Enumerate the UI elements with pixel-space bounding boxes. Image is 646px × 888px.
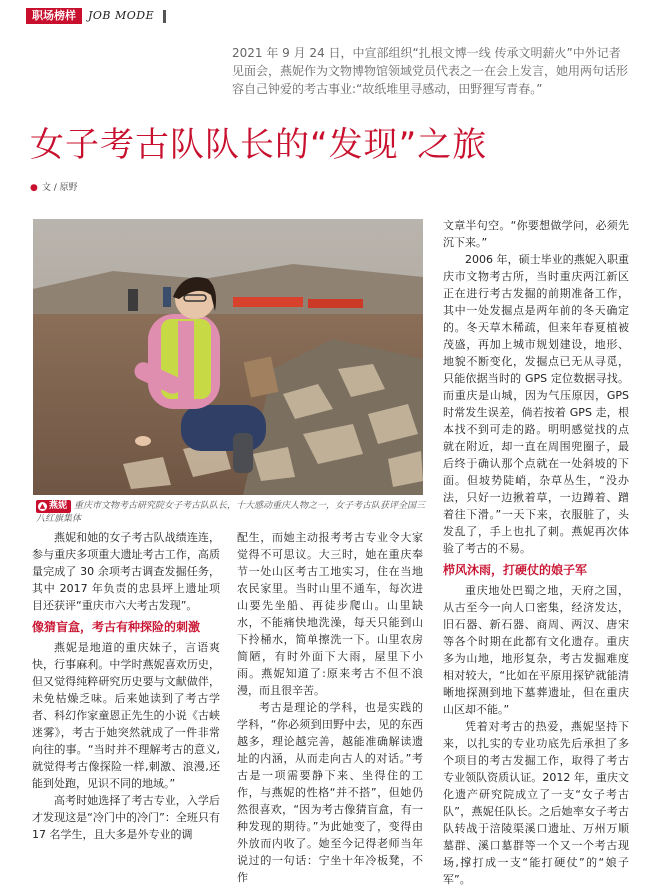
article-title: 女子考古队队长的“发现”之旅 (30, 125, 488, 165)
paragraph: 配生，而她主动报考考古专业令大家觉得不可思议。大三时，她在重庆奉节一处山区考古工地实习，住在当地农民家里。当时山里不通车，每次进山要先坐船、再徒步爬山。山里缺水，不能痛快地洗澡，每天只能到山下拎桶水，简单擦洗一下。山里农房简陋，有时外面下大雨，屋里下小雨。燕妮知道了:原来考古不但不浪漫，而且很辛苦。 (237, 531, 423, 697)
text-column-2 (237, 529, 423, 886)
byline-dot-icon: ● (30, 183, 38, 193)
text-column-1 (32, 529, 220, 843)
arrow-up-icon: ▲ (39, 502, 46, 510)
paragraph: 燕妮和她的女子考古队战绩连连，参与重庆多项重大遗址考古工作，高质量完成了 30 余项考古调查发掘任务，其中 2017 年负责的忠县坪上遗址项目还获评“重庆市六大考古发现”。 (32, 531, 220, 612)
caption-badge (36, 500, 71, 513)
header-divider (163, 10, 166, 23)
paragraph: 重庆地处巴蜀之地，天府之国，从古至今一向人口密集，经济发达，旧石器、新石器、商周、两汉、唐宋等各个时期在此都有文化遗存。重庆多为山地，地形复杂，考古发掘难度相对较大，“比如在平原用探铲就能清晰地探测到地下墓葬遗址，但在重庆山区却不能。” (443, 584, 629, 716)
section-heading: 像猜盲盒，考古有种探险的刺激 (32, 620, 201, 634)
paragraph: 凭着对考古的热爱，燕妮坚持下来，以扎实的专业功底先后承担了多个项目的考古发掘工作，取得了考古专业领队资质认证。2012 年，重庆文化遗产研究院成立了一支“女子考古队”，燕妮任队长。之后她率女子考古队转战于涪陵渠溪口遗址、万州万顺墓群、溪口墓群等一个又一个考古现场,撑打成一支“能打硬仗”的“娘子军”。 (443, 720, 629, 886)
paragraph: 文章半句空。“你要想做学问，必须先沉下来。” (443, 219, 629, 249)
photo-caption (36, 500, 428, 526)
byline-author: 文 / 原野 (41, 183, 78, 193)
paragraph: 燕妮是地道的重庆妹子，言语爽快，行事麻利。中学时燕妮喜欢历史，但又觉得纯粹研究历史要与文献做伴，未免枯燥乏味。后来她读到了考古学者、科幻作家童恩正先生的小说《古峡迷雾》，考古于她突然就成了一件非常向往的事。“当时并不理解考古的意义,就觉得考古像探险一样,刺激、浪漫,还能到处跑，见识不同的地域。” (32, 641, 220, 790)
section-title-en: JOB MODE (88, 9, 155, 22)
section-tag: 职场榜样 (26, 8, 82, 24)
caption-badge-label: 燕妮 (49, 501, 68, 511)
section-header (26, 8, 626, 24)
paragraph: 2006 年，硕士毕业的燕妮入职重庆市文物考古所，当时重庆两江新区正在进行考古发掘的前期准备工作，其中一处发掘点是两年前的冬天确定的。冬天草木稀疏，但来年春夏植被茂盛，再加上城市规划建设，地形、地貌不断变化，发掘点已无从寻觅，只能依据当时的 GPS 定位数据寻找。而重庆是山城，因为气压原因，GPS 时常发生误差，倘若按着 GPS 走，根本找不到可走的路。明明感觉找的点就在附近，却一直在周围兜圈子，最后终于确认那个点就在一处斜坡的下面。但坡势陡峭，杂草丛生，“没办法，只好一边揪着草，一边蹲着、蹭着往下滑。”一天下来，衣服脏了，头发乱了，手上也扎了刺。燕妮再次体验了考古的不易。 (443, 253, 629, 555)
paragraph: 考古是理论的学科，也是实践的学科，“你必须到田野中去，见的东西越多，理论越完善，越能准确解读遗址的内涵，从而走向古人的对话。”考古是一项需要静下来、坐得住的工作，与燕妮的性格“并不搭”，但她仍然很喜欢，“因为考古像猜盲盒，有一种发现的期待。”为此她变了，变得由外放而内收了。她至今记得老师当年说过的一句话：宁坐十年冷板凳，不作 (237, 701, 423, 884)
intro-paragraph: 2021 年 9 月 24 日，中宣部组织“扎根文博一线 传承文明薪火”中外记者见面会，燕妮作为文物博物馆领域党员代表之一在会上发言，她用两句话形容自己钟爱的考古事业:“故纸堆里寻感动，田野狸写青春。” (232, 46, 629, 96)
byline (30, 180, 78, 193)
caption-text: 重庆市文物考古研究院女子考古队队长，十大感动重庆人物之一，女子考古队获评全国三八红旗集体 (36, 501, 426, 524)
excavation-site-photo (33, 219, 423, 495)
section-heading: 栉风沐雨，打硬仗的娘子军 (443, 563, 588, 577)
article-photo (33, 219, 423, 495)
text-column-3 (443, 217, 629, 888)
paragraph: 高考时她选择了考古专业，入学后才发现这是“冷门中的冷门”：全班只有 17 名学生，且大多是外专业的调 (32, 794, 220, 841)
